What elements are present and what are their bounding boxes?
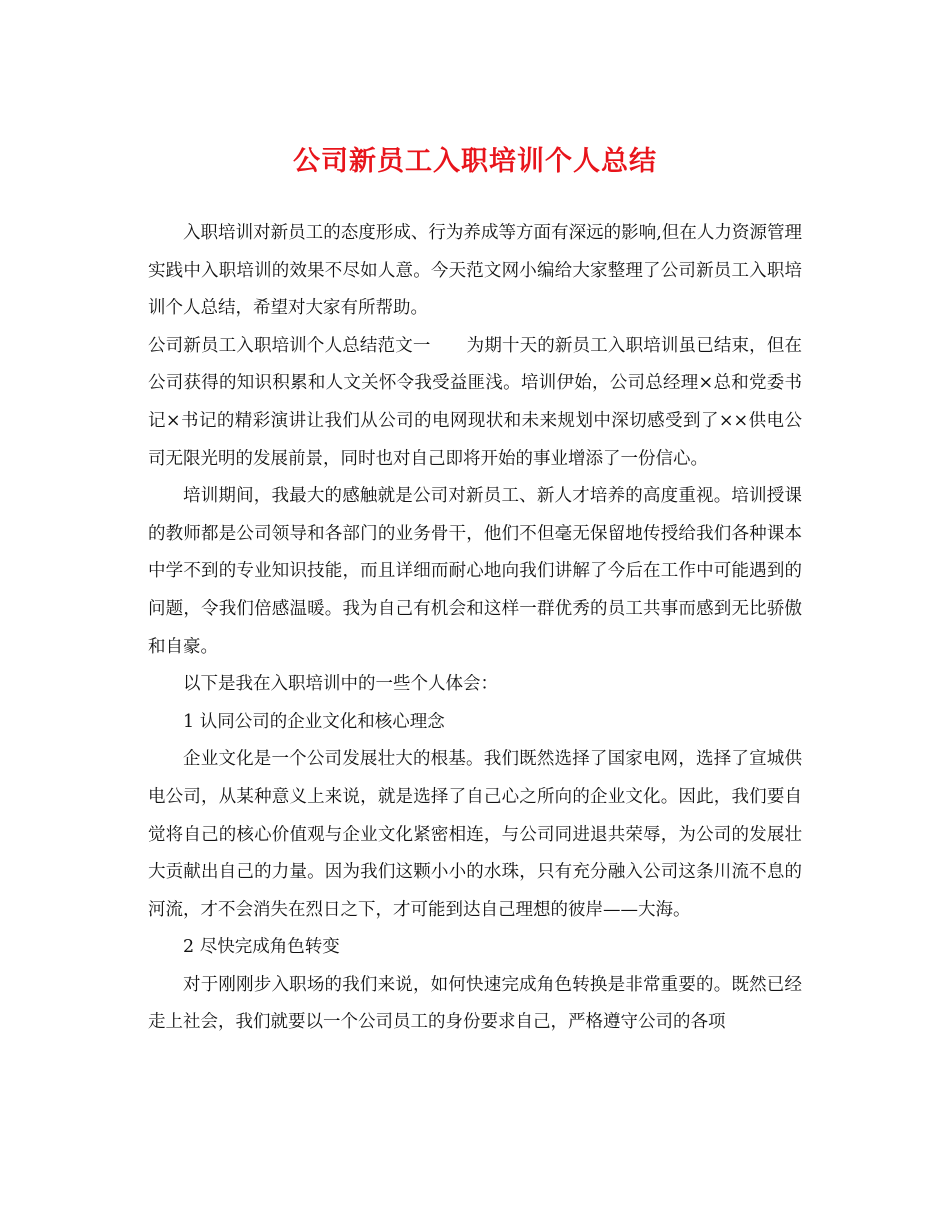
paragraph-training-period: 培训期间，我最大的感触就是公司对新员工、新人才培养的高度重视。培训授课的教师都是公司领导和各部门的业务骨干，他们不但毫无保留地传授给我们各种课本中学不到的专业知识技能，而且详细而耐心地向我们讲解了今后在工作中可能遇到的问题，令我们倍感温暖。我为自己有机会和这样一群优秀的员工共事而感到无比骄傲和自豪。 [148,486,802,657]
section-heading-2: 2 尽快完成角色转变 [183,937,340,958]
document-body [148,215,802,1042]
paragraph-sample-one-text: 为期十天的新员工入职培训虽已结束，但在公司获得的知识积累和人文关怀令我受益匪浅。培训伊始，公司总经理×总和党委书记×书记的精彩演讲让我们从公司的电网现状和未来规划中深切感受到了××供电公司无限光明的发展前景，同时也对自己即将开始的事业增添了一份信心。 [148,335,802,469]
document-title: 公司新员工入职培训个人总结 [293,146,657,177]
paragraph-role-change: 对于刚刚步入职场的我们来说，如何快速完成角色转换是非常重要的。既然已经走上社会，我们就要以一个公司员工的身份要求自己，严格遵守公司的各项 [148,974,802,1033]
paragraph-sample-one [148,328,802,478]
paragraph-intro: 入职培训对新员工的态度形成、行为养成等方面有深远的影响,但在人力资源管理实践中入职培训的效果不尽如人意。今天范文网小编给大家整理了公司新员工入职培训个人总结，希望对大家有所帮助。 [148,223,802,319]
paragraph-corporate-culture: 企业文化是一个公司发展壮大的根基。我们既然选择了国家电网，选择了宣城供电公司，从某种意义上来说，就是选择了自己心之所向的企业文化。因此，我们要自觉将自己的核心价值观与企业文化紧密相连，与公司同进退共荣辱，为公司的发展壮大贡献出自己的力量。因为我们这颗小小的水珠，只有充分融入公司这条川流不息的河流，才不会消失在烈日之下，才可能到达自己理想的彼岸——大海。 [148,749,802,920]
paragraph-experiences-intro: 以下是我在入职培训中的一些个人体会： [183,674,498,695]
sample-heading: 公司新员工入职培训个人总结范文一 [148,335,431,356]
section-heading-1: 1 认同公司的企业文化和核心理念 [183,711,445,732]
